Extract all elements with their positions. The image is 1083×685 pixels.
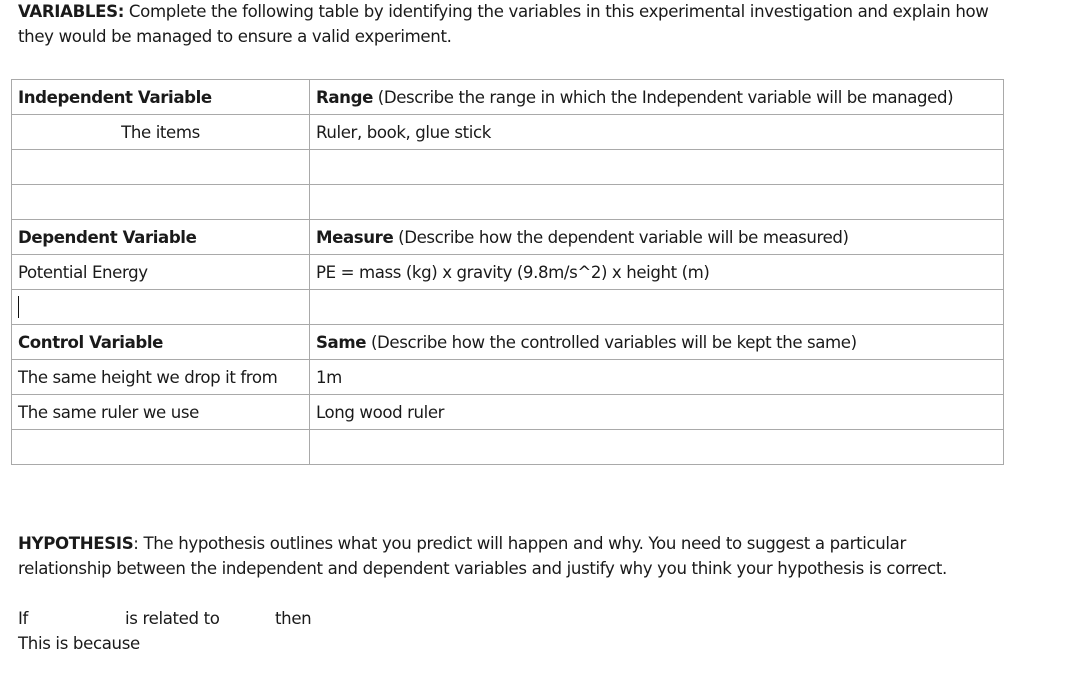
same-cell[interactable]: 1m — [310, 360, 1004, 395]
range-header[interactable] — [310, 80, 1004, 115]
hypothesis-is-related-to: is related to — [125, 609, 220, 628]
measure-cell[interactable] — [310, 290, 1004, 325]
table-row-independent-header — [12, 80, 1004, 115]
measure-label: Measure — [316, 227, 394, 247]
control-variable-cell[interactable] — [12, 430, 310, 465]
range-cell[interactable] — [310, 150, 1004, 185]
table-row — [12, 395, 1004, 430]
hypothesis-if: If — [18, 609, 29, 628]
dependent-variable-cell-active[interactable] — [12, 290, 310, 325]
table-row — [12, 185, 1004, 220]
table-row — [12, 115, 1004, 150]
table-row — [12, 150, 1004, 185]
hypothesis-template-line[interactable] — [18, 609, 418, 634]
variables-instructions-text: Complete the following table by identifying the variables in this experimental investigation and explain how — [124, 2, 989, 21]
text-cursor — [18, 296, 19, 318]
hypothesis-because-line[interactable]: This is because — [18, 634, 140, 653]
range-cell[interactable]: Ruler, book, glue stick — [310, 115, 1004, 150]
table-row-control-header — [12, 325, 1004, 360]
table-row — [12, 430, 1004, 465]
table-row — [12, 255, 1004, 290]
range-cell[interactable] — [310, 185, 1004, 220]
control-variable-cell[interactable]: The same ruler we use — [12, 395, 310, 430]
same-header[interactable] — [310, 325, 1004, 360]
independent-variable-cell[interactable] — [12, 150, 310, 185]
variables-instructions-line2: they would be managed to ensure a valid experiment. — [18, 27, 452, 46]
variables-instructions-line1 — [18, 0, 989, 24]
independent-variable-header[interactable]: Independent Variable — [12, 80, 310, 115]
measure-header[interactable] — [310, 220, 1004, 255]
variables-instructions — [18, 0, 989, 49]
same-cell[interactable] — [310, 430, 1004, 465]
same-description: (Describe how the controlled variables will be kept the same) — [366, 332, 857, 352]
control-variable-header[interactable]: Control Variable — [12, 325, 310, 360]
independent-variable-cell[interactable] — [12, 185, 310, 220]
dependent-variable-header[interactable]: Dependent Variable — [12, 220, 310, 255]
control-variable-cell[interactable]: The same height we drop it from — [12, 360, 310, 395]
hypothesis-instructions-text: : The hypothesis outlines what you predict will happen and why. You need to suggest a particular — [133, 534, 906, 553]
measure-description: (Describe how the dependent variable will be measured) — [393, 227, 849, 247]
same-cell[interactable]: Long wood ruler — [310, 395, 1004, 430]
same-label: Same — [316, 332, 367, 352]
range-label: Range — [316, 87, 373, 107]
hypothesis-instructions-line2: relationship between the independent and dependent variables and justify why you think your hypothesis is correct. — [18, 559, 947, 578]
table-row — [12, 360, 1004, 395]
hypothesis-instructions — [18, 531, 947, 581]
table-row — [12, 290, 1004, 325]
table-row-dependent-header — [12, 220, 1004, 255]
measure-cell[interactable]: PE = mass (kg) x gravity (9.8m/s^2) x height (m) — [310, 255, 1004, 290]
independent-variable-cell[interactable]: The items — [12, 115, 310, 150]
hypothesis-instructions-line1 — [18, 531, 947, 556]
hypothesis-label: HYPOTHESIS — [18, 534, 134, 553]
hypothesis-then: then — [275, 609, 312, 628]
dependent-variable-cell[interactable]: Potential Energy — [12, 255, 310, 290]
variables-table — [11, 79, 1004, 465]
variables-label: VARIABLES: — [18, 2, 124, 21]
range-description: (Describe the range in which the Independent variable will be managed) — [372, 87, 954, 107]
